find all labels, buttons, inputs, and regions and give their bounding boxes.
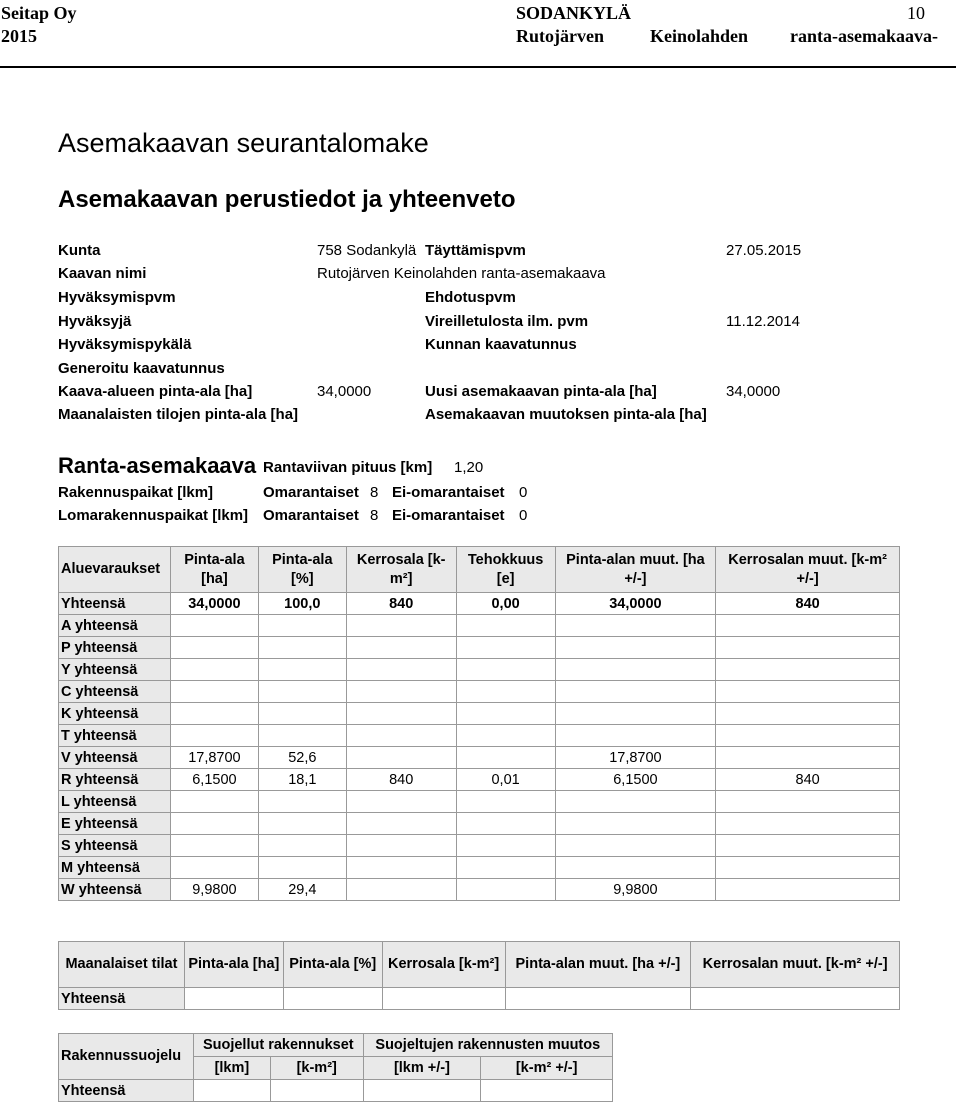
table-cell <box>258 681 346 703</box>
table-cell: 840 <box>346 593 456 615</box>
maanalaisten-label: Maanalaisten tilojen pinta-ala [ha] <box>58 406 299 423</box>
table-cell: 34,0000 <box>555 593 716 615</box>
maanalaiset-header: Maanalaiset tilat <box>59 942 185 988</box>
rakennuspaikat-label: Rakennuspaikat [lkm] <box>58 484 214 501</box>
kunta-value: 758 Sodankylä <box>317 242 417 259</box>
table-cell <box>456 879 555 901</box>
header-municipality: SODANKYLÄ <box>516 3 632 23</box>
lomarakennuspaikat-eioma-value: 0 <box>519 507 528 524</box>
table-cell: 6,1500 <box>555 769 716 791</box>
muutoksen-pinta-ala-label: Asemakaavan muutoksen pinta-ala [ha] <box>425 406 707 423</box>
table-cell <box>346 725 456 747</box>
table-cell <box>716 659 900 681</box>
generoitu-kaavatunnus-label: Generoitu kaavatunnus <box>58 360 225 377</box>
table-row <box>59 879 900 901</box>
pinta-ala-pct-header: Pinta-ala [%] <box>258 547 346 593</box>
table-cell <box>456 813 555 835</box>
lomarakennuspaikat-oma-value: 8 <box>370 507 379 524</box>
table-cell: 0,01 <box>456 769 555 791</box>
table-cell <box>346 857 456 879</box>
table-cell <box>170 703 258 725</box>
table-cell <box>346 637 456 659</box>
hyvaksyja-label: Hyväksyjä <box>58 313 132 330</box>
header-rule <box>0 66 956 68</box>
table-cell <box>258 703 346 725</box>
table-cell <box>555 857 716 879</box>
table-row <box>59 703 900 725</box>
header-company: Seitap Oy <box>1 3 77 23</box>
table-row <box>59 637 900 659</box>
table-cell <box>716 725 900 747</box>
kaava-alue-value: 34,0000 <box>317 383 372 400</box>
table-cell <box>716 615 900 637</box>
table-cell: 840 <box>346 769 456 791</box>
header-plan-word-2: Keinolahden <box>650 26 749 46</box>
table-cell <box>716 791 900 813</box>
table-cell <box>258 637 346 659</box>
table-cell <box>456 835 555 857</box>
table-cell <box>456 615 555 637</box>
aluevaraukset-header: Aluevaraukset <box>59 547 171 593</box>
table-cell <box>258 813 346 835</box>
table-cell <box>170 857 258 879</box>
rantaviiva-value: 1,20 <box>454 459 484 476</box>
kaavan-nimi-label: Kaavan nimi <box>58 265 147 282</box>
ehdotuspvm-label: Ehdotuspvm <box>425 289 516 306</box>
table-cell <box>555 703 716 725</box>
table-cell <box>363 1080 481 1102</box>
table-cell <box>193 1080 270 1102</box>
rakennussuojelu-yhteensa-label: Yhteensä <box>59 1080 194 1102</box>
table-cell <box>691 988 900 1010</box>
table-cell <box>481 1080 613 1102</box>
table-cell <box>170 637 258 659</box>
rantaviiva-label: Rantaviivan pituus [km] <box>263 459 433 476</box>
table-row <box>59 725 900 747</box>
maanalaiset-yhteensa-label: Yhteensä <box>59 988 185 1010</box>
table-row <box>59 593 900 615</box>
table-cell <box>258 659 346 681</box>
rakennuspaikat-oma-value: 8 <box>370 484 379 501</box>
suojellut-rakennukset-header: Suojellut rakennukset <box>193 1034 363 1057</box>
muutos-lkm-header: [lkm +/-] <box>363 1057 481 1080</box>
row-label: E yhteensä <box>59 813 171 835</box>
table-cell <box>716 637 900 659</box>
table-cell <box>456 659 555 681</box>
vireilletulo-value: 11.12.2014 <box>726 313 800 330</box>
hyvaksymispvm-label: Hyväksymispvm <box>58 289 176 306</box>
table-cell <box>170 791 258 813</box>
table-row <box>59 747 900 769</box>
table-cell: 100,0 <box>258 593 346 615</box>
tayttamispvm-label: Täyttämispvm <box>425 242 526 259</box>
table-cell <box>716 835 900 857</box>
suojellut-lkm-header: [lkm] <box>193 1057 270 1080</box>
table-cell <box>456 637 555 659</box>
maanalaiset-pinta-ala-ha-header: Pinta-ala [ha] <box>184 942 283 988</box>
table-cell <box>170 659 258 681</box>
row-label: P yhteensä <box>59 637 171 659</box>
table-cell <box>555 615 716 637</box>
table-cell: 0,00 <box>456 593 555 615</box>
kerrosala-header: Kerrosala [k-m²] <box>346 547 456 593</box>
table-cell <box>716 703 900 725</box>
rakennussuojelu-header: Rakennussuojelu <box>59 1034 194 1080</box>
table-cell: 29,4 <box>258 879 346 901</box>
pinta-ala-ha-header: Pinta-ala [ha] <box>170 547 258 593</box>
table-cell <box>346 791 456 813</box>
rakennuspaikat-oma-label: Omarantaiset <box>263 484 359 501</box>
kaavan-nimi-value: Rutojärven Keinolahden ranta-asemakaava <box>317 265 606 282</box>
maanalaiset-pinta-alan-muut-header: Pinta-alan muut. [ha +/-] <box>505 942 691 988</box>
table-cell: 17,8700 <box>555 747 716 769</box>
row-label: C yhteensä <box>59 681 171 703</box>
table-cell <box>184 988 283 1010</box>
maanalaiset-table <box>58 941 900 1010</box>
table-cell: 52,6 <box>258 747 346 769</box>
tehokkuus-header: Tehokkuus [e] <box>456 547 555 593</box>
table-cell <box>555 835 716 857</box>
row-label: L yhteensä <box>59 791 171 813</box>
table-cell <box>346 747 456 769</box>
table-cell <box>258 791 346 813</box>
table-cell <box>555 637 716 659</box>
rakennussuojelu-table <box>58 1033 613 1102</box>
table-cell <box>716 813 900 835</box>
pinta-alan-muut-header: Pinta-alan muut. [ha +/-] <box>555 547 716 593</box>
table-cell <box>456 703 555 725</box>
table-cell <box>258 835 346 857</box>
table-cell: 18,1 <box>258 769 346 791</box>
table-row <box>59 1080 613 1102</box>
header-plan-word-3: ranta-asemakaava- <box>790 26 938 46</box>
table-cell: 9,9800 <box>555 879 716 901</box>
table-cell <box>258 615 346 637</box>
table-cell <box>456 681 555 703</box>
lomarakennuspaikat-oma-label: Omarantaiset <box>263 507 359 524</box>
header-year: 2015 <box>1 26 37 46</box>
kerrosalan-muut-header: Kerrosalan muut. [k-m² +/-] <box>716 547 900 593</box>
kunnan-kaavatunnus-label: Kunnan kaavatunnus <box>425 336 577 353</box>
table-cell: 840 <box>716 593 900 615</box>
table-cell <box>456 725 555 747</box>
rakennuspaikat-eioma-label: Ei-omarantaiset <box>392 484 505 501</box>
uusi-pinta-ala-value: 34,0000 <box>726 383 781 400</box>
kaava-alue-label: Kaava-alueen pinta-ala [ha] <box>58 383 253 400</box>
table-cell <box>555 791 716 813</box>
aluevaraukset-table <box>58 546 900 901</box>
table-cell <box>456 857 555 879</box>
table-cell <box>716 747 900 769</box>
table-cell: 17,8700 <box>170 747 258 769</box>
section-title: Asemakaavan perustiedot ja yhteenveto <box>58 186 516 213</box>
row-label: T yhteensä <box>59 725 171 747</box>
table-cell <box>270 1080 363 1102</box>
table-cell <box>283 988 382 1010</box>
maanalaiset-kerrosalan-muut-header: Kerrosalan muut. [k-m² +/-] <box>691 942 900 988</box>
table-cell <box>170 813 258 835</box>
table-row <box>59 681 900 703</box>
row-label: Yhteensä <box>59 593 171 615</box>
vireilletulo-label: Vireilletulosta ilm. pvm <box>425 313 589 330</box>
row-label: R yhteensä <box>59 769 171 791</box>
kunta-label: Kunta <box>58 242 101 259</box>
table-cell: 34,0000 <box>170 593 258 615</box>
table-row <box>59 615 900 637</box>
table-cell <box>716 681 900 703</box>
table-cell <box>716 857 900 879</box>
suojeltujen-muutos-header: Suojeltujen rakennusten muutos <box>363 1034 612 1057</box>
table-row <box>59 659 900 681</box>
header-page-number: 10 <box>907 3 925 23</box>
table-cell <box>346 813 456 835</box>
table-cell: 9,9800 <box>170 879 258 901</box>
table-cell <box>170 835 258 857</box>
table-row <box>59 769 900 791</box>
table-cell <box>258 725 346 747</box>
table-cell <box>346 835 456 857</box>
table-cell <box>456 791 555 813</box>
table-row <box>59 835 900 857</box>
table-cell <box>555 681 716 703</box>
row-label: V yhteensä <box>59 747 171 769</box>
row-label: W yhteensä <box>59 879 171 901</box>
rakennuspaikat-eioma-value: 0 <box>519 484 528 501</box>
lomarakennuspaikat-eioma-label: Ei-omarantaiset <box>392 507 505 524</box>
table-cell <box>346 681 456 703</box>
suojellut-km2-header: [k-m²] <box>270 1057 363 1080</box>
ranta-title: Ranta-asemakaava <box>58 453 257 478</box>
row-label: Y yhteensä <box>59 659 171 681</box>
lomarakennuspaikat-label: Lomarakennuspaikat [lkm] <box>58 507 249 524</box>
table-cell: 840 <box>716 769 900 791</box>
muutos-km2-header: [k-m² +/-] <box>481 1057 613 1080</box>
row-label: A yhteensä <box>59 615 171 637</box>
uusi-pinta-ala-label: Uusi asemakaavan pinta-ala [ha] <box>425 383 657 400</box>
table-cell <box>555 659 716 681</box>
table-cell <box>170 615 258 637</box>
table-cell <box>346 879 456 901</box>
table-cell <box>346 659 456 681</box>
table-cell <box>555 725 716 747</box>
table-cell <box>505 988 691 1010</box>
table-cell <box>346 703 456 725</box>
row-label: S yhteensä <box>59 835 171 857</box>
row-label: M yhteensä <box>59 857 171 879</box>
aluevaraukset-body <box>59 593 900 901</box>
table-cell <box>456 747 555 769</box>
hyvaksymispykala-label: Hyväksymispykälä <box>58 336 192 353</box>
table-cell: 6,1500 <box>170 769 258 791</box>
table-cell <box>346 615 456 637</box>
table-row <box>59 857 900 879</box>
header-plan-word-1: Rutojärven <box>516 26 604 46</box>
maanalaiset-pinta-ala-pct-header: Pinta-ala [%] <box>283 942 382 988</box>
table-cell <box>382 988 505 1010</box>
table-row <box>59 988 900 1010</box>
page-title: Asemakaavan seurantalomake <box>58 128 429 158</box>
table-cell <box>258 857 346 879</box>
table-cell <box>555 813 716 835</box>
maanalaiset-kerrosala-header: Kerrosala [k-m²] <box>382 942 505 988</box>
table-cell <box>170 681 258 703</box>
table-cell <box>170 725 258 747</box>
table-row <box>59 813 900 835</box>
table-cell <box>716 879 900 901</box>
tayttamispvm-value: 27.05.2015 <box>726 242 802 259</box>
table-row <box>59 791 900 813</box>
row-label: K yhteensä <box>59 703 171 725</box>
